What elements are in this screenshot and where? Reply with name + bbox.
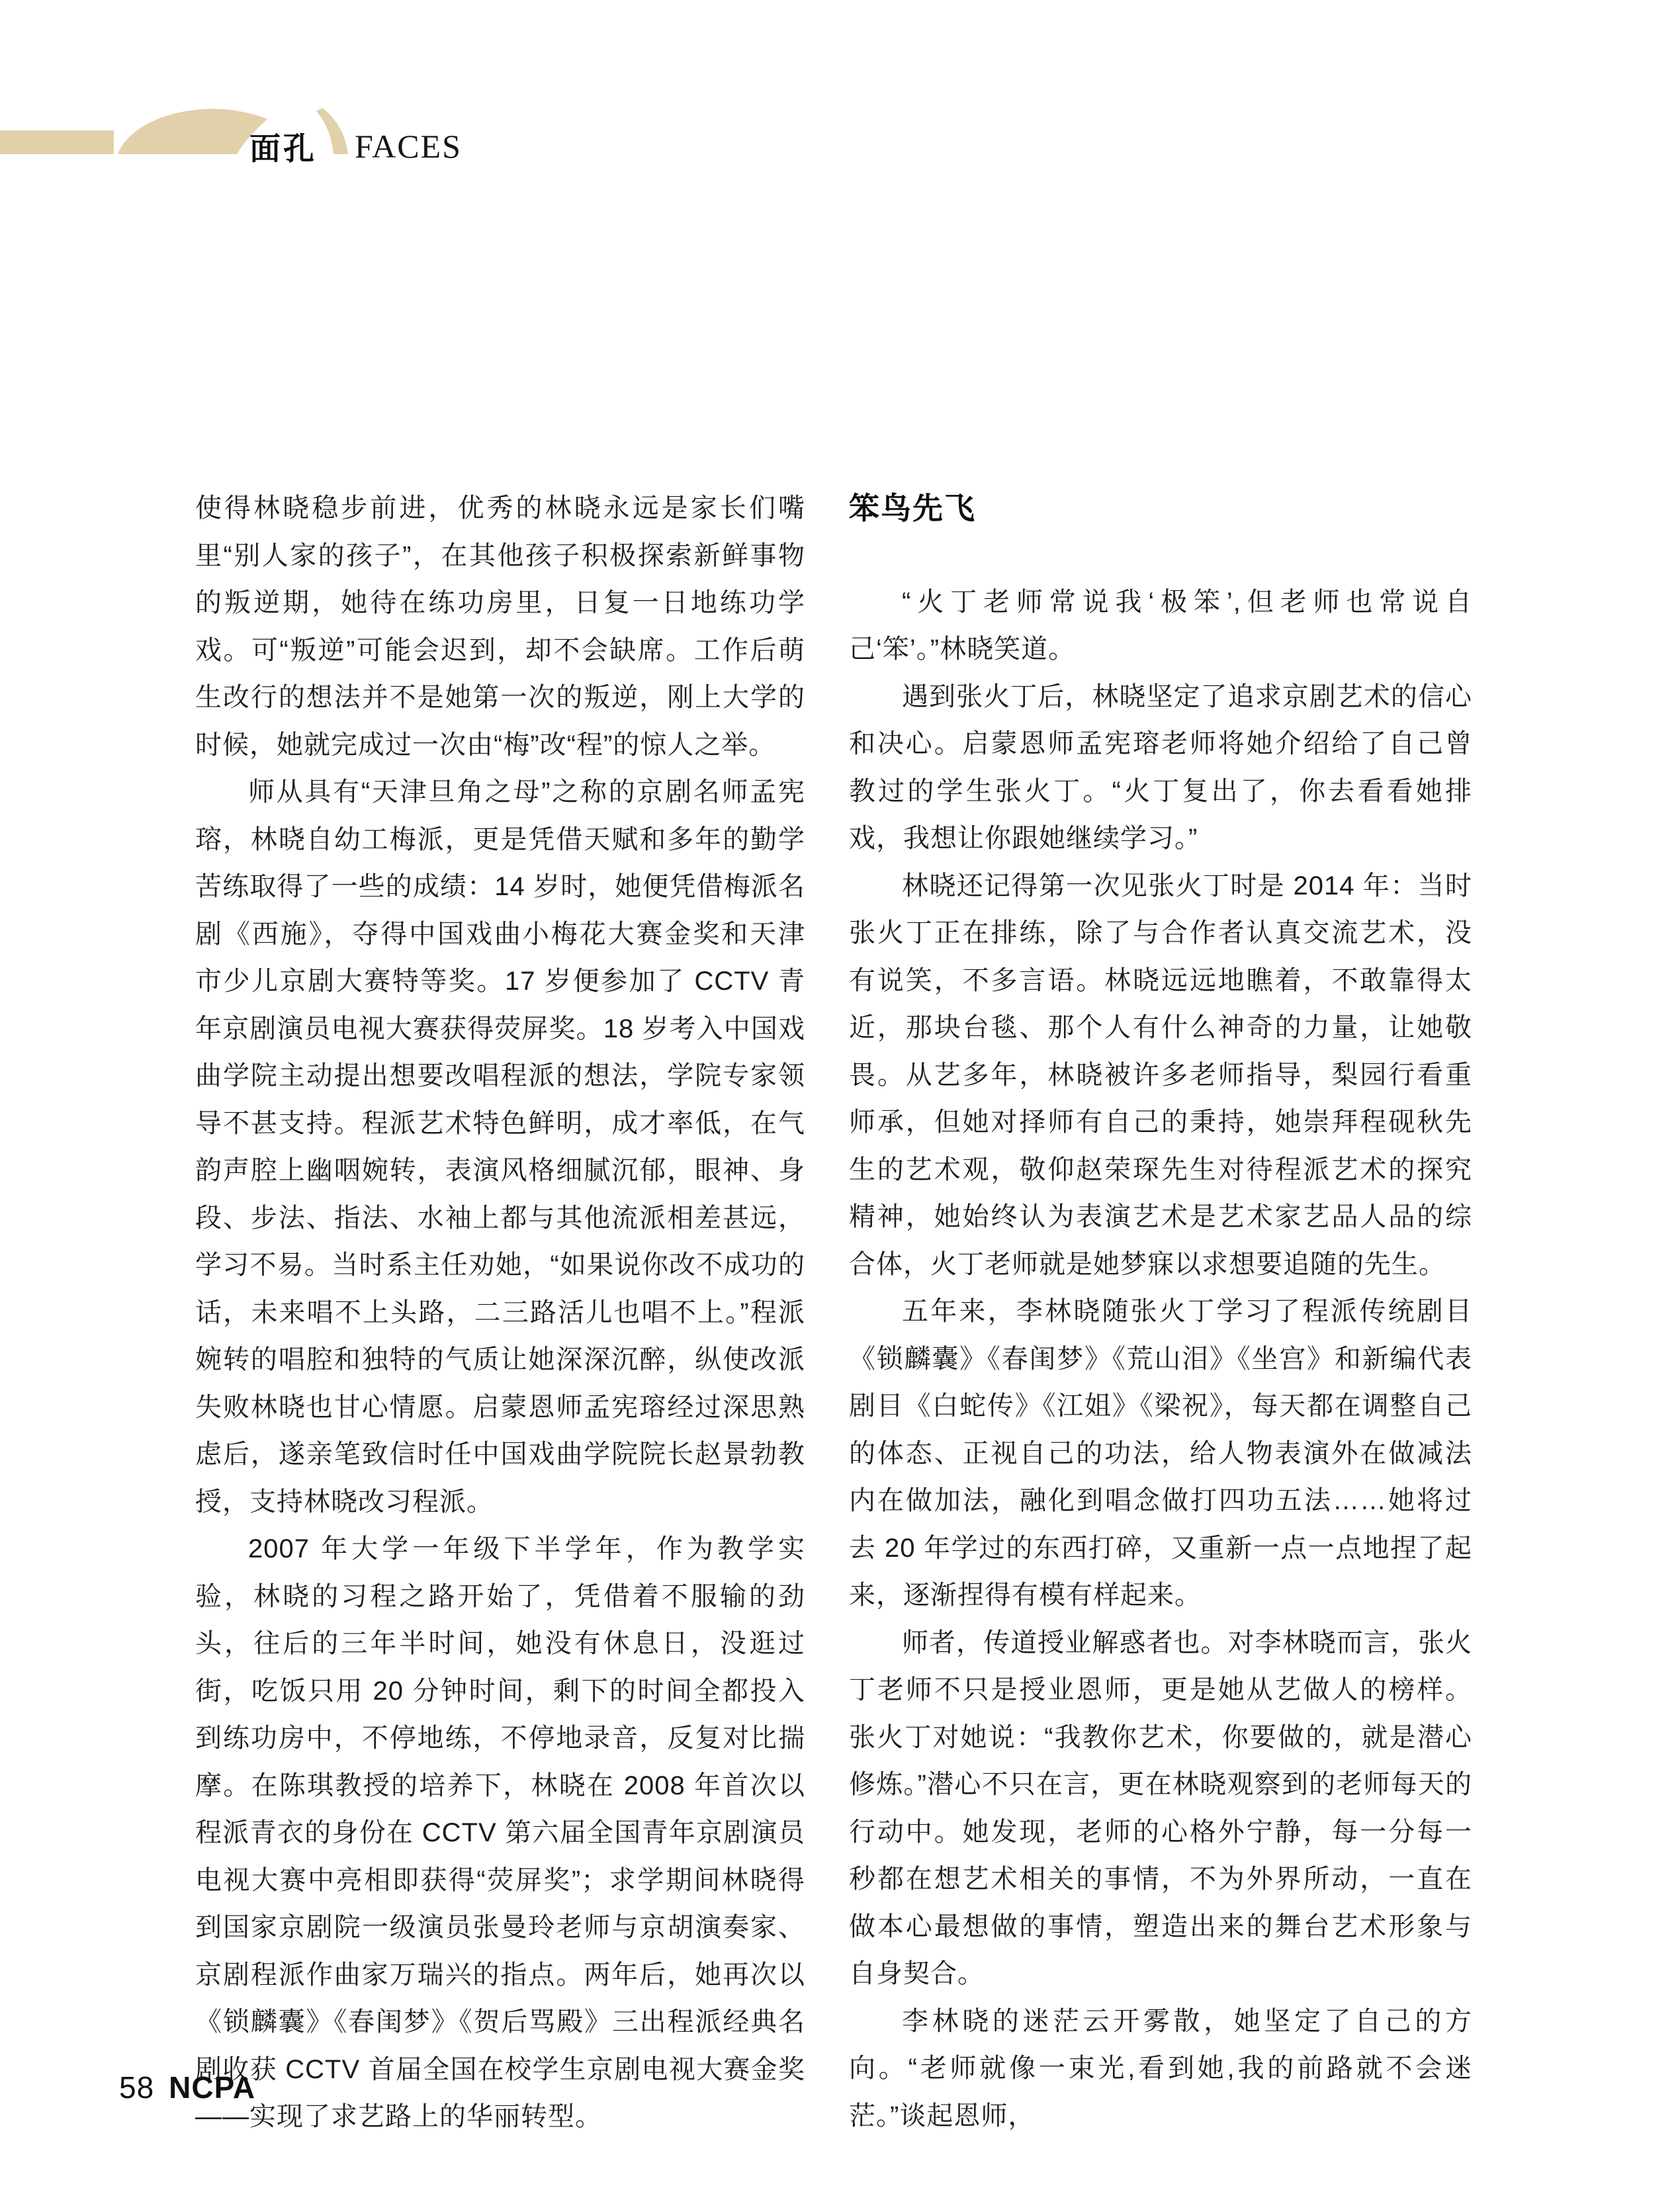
paragraph: 师从具有“天津旦角之母”之称的京剧名师孟宪瑢，林晓自幼工梅派，更是凭借天赋和多年的勤学苦练取得了一些的成绩：14 岁时，她便凭借梅派名剧《西施》，夺得中国戏曲小梅花大赛金奖和天津市少儿京剧大赛特等奖。17 岁便参加了 CCTV 青年京剧演员电视大赛获得荧屏奖。18 岁考入中国戏曲学院主动提出想要改唱程派的想法，学院专家领导不甚支持。程派艺术特色鲜明，成才率低，在气韵声腔上幽咽婉转，表演风格细腻沉郁，眼神、身段、步法、指法、水袖上都与其他流派相差甚远，学习不易。当时系主任劝她，“如果说你改不成功的话，未来唱不上头路，二三路活儿也唱不上。”程派婉转的唱腔和独特的气质让她深深沉醉，纵使改派失败林晓也甘心情愿。启蒙恩师孟宪瑢经过深思熟虑后，遂亲笔致信时任中国戏曲学院院长赵景勃教授，支持林晓改习程派。 bbox=[195, 777, 805, 1516]
article-column-right bbox=[849, 485, 1472, 2140]
paragraph: 李林晓的迷茫云开雾散，她坚定了自己的方向。“老师就像一束光,看到她,我的前路就不会迷茫。”谈起恩师， bbox=[849, 2006, 1472, 2130]
paragraph: 使得林晓稳步前进，优秀的林晓永远是家长们嘴里“别人家的孩子”，在其他孩子积极探索新鲜事物的叛逆期，她待在练功房里，日复一日地练功学戏。可“叛逆”可能会迟到，却不会缺席。工作后萌生改行的想法并不是她第一次的叛逆，刚上大学的时候，她就完成过一次由“梅”改“程”的惊人之举。 bbox=[195, 494, 805, 760]
paragraph: “火丁老师常说我‘极笨’,但老师也常说自己‘笨’。”林晓笑道。 bbox=[849, 587, 1472, 664]
paragraph: 遇到张火丁后，林晓坚定了追求京剧艺术的信心和决心。启蒙恩师孟宪瑢老师将她介绍给了自己曾教过的学生张火丁。“火丁复出了，你去看看她排戏，我想让你跟她继续学习。” bbox=[849, 681, 1472, 853]
page-number: 58 bbox=[119, 2070, 155, 2105]
section-title-en: FACES bbox=[355, 128, 462, 165]
paragraph: 五年来，李林晓随张火丁学习了程派传统剧目《锁麟囊》《春闺梦》《荒山泪》《坐宫》和新编代表剧目《白蛇传》《江姐》《梁祝》，每天都在调整自己的体态、正视自己的功法，给人物表演外在做减法内在做加法，融化到唱念做打四功五法……她将过去 20 年学过的东西打碎，又重新一点一点地捏了起来，逐渐捏得有模有样起来。 bbox=[849, 1297, 1472, 1610]
page-footer bbox=[119, 2070, 255, 2105]
paragraph: 师者，传道授业解惑者也。对李林晓而言，张火丁老师不只是授业恩师，更是她从艺做人的榜样。张火丁对她说：“我教你艺术，你要做的，就是潜心修炼。”潜心不只在言，更在林晓观察到的老师每天的行动中。她发现，老师的心格外宁静，每一分每一秒都在想艺术相关的事情，不为外界所动，一直在做本心最想做的事情，塑造出来的舞台艺术形象与自身契合。 bbox=[849, 1628, 1472, 1988]
paragraph: 2007 年大学一年级下半学年，作为教学实验，林晓的习程之路开始了，凭借着不服输的劲头，往后的三年半时间，她没有休息日，没逛过街，吃饭只用 20 分钟时间，剩下的时间全都投入到练功房中，不停地练，不停地录音，反复对比揣摩。在陈琪教授的培养下，林晓在 2008 年首次以程派青衣的身份在 CCTV 第六届全国青年京剧演员电视大赛中亮相即获得“荧屏奖”；求学期间林晓得到国家京剧院一级演员张曼玲老师与京胡演奏家、京剧程派作曲家万瑞兴的指点。两年后，她再次以《锁麟囊》《春闺梦》《贺后骂殿》三出程派经典名剧收获 CCTV 首届全国在校学生京剧电视大赛金奖——实现了求艺路上的华丽转型。 bbox=[195, 1534, 805, 2131]
section-title-cn: 面孔 bbox=[249, 131, 317, 166]
right-column-paragraphs bbox=[849, 579, 1472, 2140]
article-column-left bbox=[195, 485, 805, 2141]
section-heading: 笨鸟先飞 bbox=[849, 491, 976, 525]
magazine-abbr: NCPA bbox=[169, 2070, 256, 2105]
paragraph: 林晓还记得第一次见张火丁时是 2014 年：当时张火丁正在排练，除了与合作者认真交流艺术，没有说笑，不多言语。林晓远远地瞧着，不敢靠得太近，那块台毯、那个人有什么神奇的力量，让她敬畏。从艺多年，林晓被许多老师指导，梨园行看重师承，但她对择师有自己的秉持，她崇拜程砚秋先生的艺术观，敬仰赵荣琛先生对待程派艺术的探究精神，她始终认为表演艺术是艺术家艺品人品的综合体，火丁老师就是她梦寐以求想要追随的先生。 bbox=[849, 871, 1472, 1279]
